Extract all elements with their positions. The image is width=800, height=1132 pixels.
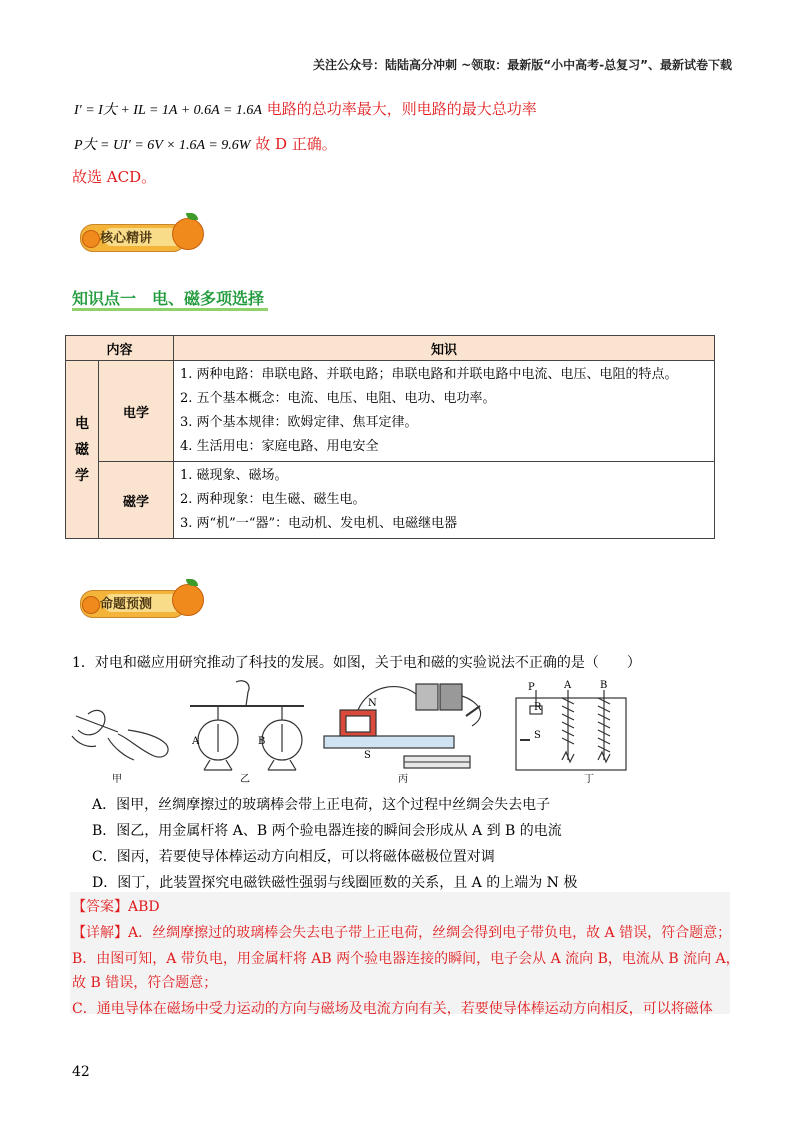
header-knowledge: 知识 [174, 336, 715, 361]
current-equation: I′ = I大 + IL = 1A + 0.6A = 1.6A [74, 103, 262, 118]
equation-2-comment: 故 D 正确。 [255, 135, 337, 153]
experiment-figures [68, 676, 668, 788]
knowledge-cell [174, 462, 715, 539]
electromagnet-a-label: A [564, 680, 572, 691]
detail-line: 故 B 错误，符合题意； [72, 975, 218, 991]
figure-label-yi: 乙 [240, 774, 250, 785]
orange-icon [172, 218, 204, 250]
detail-line: C．通电导体在磁场中受力运动的方向与磁场及电流方向有关，若要使导体棒运动方向相反，可以将磁体 [72, 1001, 713, 1017]
title-underline [72, 308, 268, 311]
magnet-s-label: S [364, 750, 371, 761]
figure-label-jia: 甲 [112, 774, 122, 785]
rheostat-p-label: P [528, 682, 535, 693]
subcategory-cell: 电学 [99, 361, 174, 462]
list-item: 2. 五个基本概念：电流、电压、电阻、电功、电功率。 [180, 391, 496, 406]
equation-1-comment: 电路的总功率最大，则电路的最大总功率 [266, 100, 537, 118]
figure-label-ding: 丁 [584, 774, 594, 785]
option-d: D．图丁，此装置探究电磁铁磁性强弱与线圈匝数的关系，且 A 的上端为 N 极 [92, 875, 578, 891]
equation-line-2 [74, 133, 337, 154]
figure-electromagnet-circuit [516, 690, 626, 770]
list-item: 2. 两种现象：电生磁、磁生电。 [180, 492, 366, 507]
power-equation: P大 = UI′ = 6V × 1.6A = 9.6W [74, 138, 251, 153]
list-item: 3. 两“机”一“器”：电动机、发电机、电磁继电器 [180, 516, 458, 531]
table-header-row [66, 336, 715, 361]
equation-line-1 [74, 98, 537, 119]
page-number: 42 [72, 1064, 90, 1080]
answer-conclusion: 故选 ACD。 [72, 168, 157, 186]
header-content: 内容 [66, 336, 174, 361]
core-section-title: 核心精讲 [100, 231, 153, 246]
figure-electroscopes [190, 681, 304, 770]
option-a: A．图甲，丝绸摩擦过的玻璃棒会带上正电荷，这个过程中丝绸会失去电子 [92, 797, 551, 813]
category-label: 电磁学 [75, 415, 89, 484]
category-cell [66, 361, 99, 539]
magnet-n-label: N [368, 698, 377, 709]
rheostat-r-label: R [534, 702, 542, 713]
figure-rubbing-rod [72, 710, 168, 760]
table-row [66, 361, 715, 462]
option-b: B．图乙，用金属杆将 A、B 两个验电器连接的瞬间会形成从 A 到 B 的电流 [92, 823, 562, 839]
orange-icon [82, 596, 100, 614]
subcategory-cell: 磁学 [99, 462, 174, 539]
knowledge-point-title: 知识点一 电、磁多项选择 [72, 289, 265, 308]
detail-line: B．由图可知，A 带负电，用金属杆将 AB 两个验电器连接的瞬间，电子会从 A 流向 B，电流从 B 流向 A， [72, 951, 740, 967]
figure-motor-setup [324, 684, 481, 768]
switch-s-label: S [534, 730, 541, 741]
orange-icon [82, 230, 100, 248]
core-section-badge [74, 210, 204, 256]
list-item: 1. 两种电路：串联电路、并联电路；串联电路和并联电路中电流、电压、电阻的特点。 [180, 367, 678, 382]
knowledge-cell [174, 361, 715, 462]
list-item: 4. 生活用电：家庭电路、用电安全 [180, 439, 379, 454]
list-item: 3. 两个基本规律：欧姆定律、焦耳定律。 [180, 415, 418, 430]
knowledge-table [65, 335, 715, 539]
predict-section-title: 命题预测 [100, 597, 153, 612]
electroscope-b-label: B [258, 736, 266, 747]
answer-line: 【答案】ABD [72, 899, 160, 915]
electromagnet-b-label: B [600, 680, 608, 691]
list-item: 1. 磁现象、磁场。 [180, 468, 288, 483]
question-stem: 1．对电和磁应用研究推动了科技的发展。如图，关于电和磁的实验说法不正确的是（ ） [72, 655, 641, 671]
orange-icon [172, 584, 204, 616]
electroscope-a-label: A [192, 736, 200, 747]
predict-section-badge [74, 576, 204, 622]
table-row [66, 462, 715, 539]
page-header: 关注公众号：陆陆高分冲刺 ~领取：最新版“小中高考-总复习”、最新试卷下载 [313, 58, 732, 72]
figure-label-bing: 丙 [398, 774, 408, 785]
detail-line: 【详解】A．丝绸摩擦过的玻璃棒会失去电子带上正电荷，丝绸会得到电子带负电，故 A 错误，符合题意； [72, 925, 732, 941]
option-c: C．图丙，若要使导体棒运动方向相反，可以将磁体磁极位置对调 [92, 849, 495, 865]
